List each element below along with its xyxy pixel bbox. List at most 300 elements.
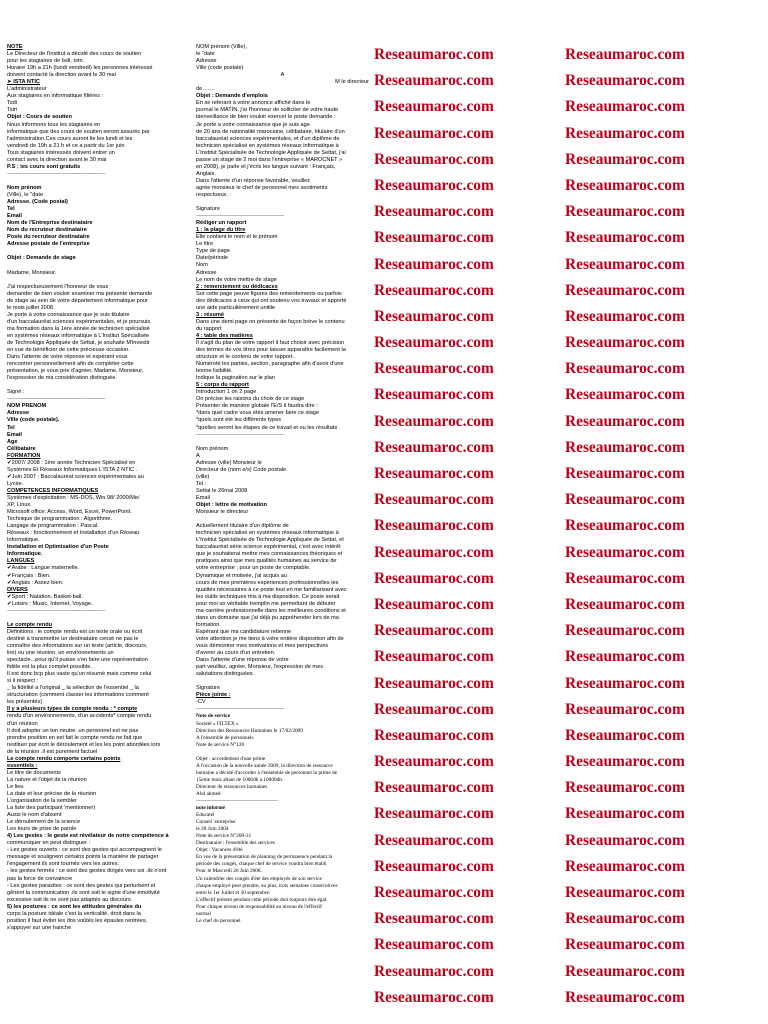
text-line: message et soulignent certains points la manière de partager (7, 854, 159, 861)
text-line: Objet : Demande d'emplois (196, 93, 268, 100)
text-line: Dans l'attente d'un réponse favorable, veuillez (196, 177, 311, 184)
text-line: de Technologie Appliquée de Settat, je souhaite M'investir (7, 339, 150, 346)
text-line: humaine a décidé d'accorder à l'ensemble de personnel la prime de (196, 769, 338, 776)
text-line: ------------------------------------------------------------ (196, 431, 284, 438)
text-line: Informatique. (7, 537, 40, 544)
text-line: Définitions : le compte rendu est un texte orale ou écrit (7, 628, 143, 635)
text-line: d'un réunion (7, 720, 38, 727)
text-line: ------------------------------------------------------------ (196, 706, 284, 713)
text-line: entre le 1er Juillet et 30 septembre. (196, 889, 271, 896)
text-line: ✔Français : Bien. (7, 572, 51, 579)
text-line: COMPETENCES INFORMATIQUES (7, 487, 99, 494)
text-line: En vue de la présentation de planning de permanence pendant la (196, 854, 333, 861)
watermark-text: Reseaumaroc.com (374, 412, 494, 430)
text-line: Objet : accordement d'une prime (196, 755, 266, 762)
text-line: des dédicaces a ceux qui ont soutenu vos travaux et apporté (196, 297, 347, 304)
text-line: Nom prénom (7, 184, 42, 191)
text-line: L'administrateur (7, 86, 47, 93)
text-line: Pièce jointe : (196, 692, 231, 699)
text-line: Madame, Monsieur. (7, 269, 57, 276)
text-line: Objet : Demande de stage (7, 255, 76, 262)
text-line: doivent contacté la direction avant le 30 mai (7, 72, 116, 79)
watermark-text: Reseaumaroc.com (565, 203, 685, 221)
text-line (196, 439, 369, 446)
text-line: Dans l'attente d'une réponse de votre (196, 657, 289, 664)
text-line: destiné à transmettre un destinataire censé ne pas le (7, 635, 139, 642)
text-line: dans un domaine que j'ai déjà pu appréhender lors de ma (196, 614, 339, 621)
text-line: Le compte rendu (7, 621, 53, 628)
text-line: s'appuyer sur une hanche (7, 924, 72, 931)
watermark-text: Reseaumaroc.com (374, 648, 494, 666)
text-line (7, 277, 189, 284)
text-line: Je porte a votre connaissance que je suis age (196, 121, 310, 128)
text-line: en 2008), je parle et j'écris les langue suivant : Français, (196, 163, 336, 170)
text-line: baccalauréat sciences expérimentales, et d'un diplôme de (196, 135, 340, 142)
text-line: structuration (comment classer les informations comment (7, 692, 149, 699)
text-line: Adresse (7, 410, 30, 417)
text-line: pour moi un véritable tremplin me permettant de débuter (196, 600, 336, 607)
text-line: Sur cette page peuve figures des remerdements ou parfois (196, 290, 342, 297)
text-line: *dans quel cadre vous étés amener faire ce stage (196, 410, 320, 417)
text-line: chaque employé peut prendre, au plus, trois semaines consécutives (196, 882, 338, 889)
text-line: Age (7, 438, 18, 445)
text-line: DIVERS (7, 586, 28, 593)
text-line: Ville (code postale) (196, 65, 244, 72)
text-line: Tel : (196, 480, 207, 487)
text-line: pratiques ainsi que mes qualités humaines au service de (196, 558, 337, 565)
watermark-text: Reseaumaroc.com (374, 857, 494, 875)
text-line (196, 678, 369, 685)
text-line: Langage de programmation : Pascal. (7, 523, 99, 530)
text-line: - Les gestes ouverts : ce sont des gestes qui accompagnent le (7, 847, 162, 854)
text-line: Adresse (196, 58, 217, 65)
text-line: FORMATION (7, 452, 41, 459)
watermark-text: Reseaumaroc.com (565, 569, 685, 587)
text-line: bienveillance de bien vouloir exercer le poste demande : (196, 114, 336, 121)
watermark-text: Reseaumaroc.com (565, 962, 685, 980)
text-line: XP, Linux. (7, 502, 32, 509)
text-line: baccalauréat série science expérimental, c'est avec intérêt (196, 544, 341, 551)
text-line: ✔Sport : Natation, Basket-ball. (7, 593, 83, 600)
text-line: de la réunion .il est purement factuel (7, 748, 98, 755)
text-line: _ la fidélité a l'original _ la sélection de l'essentiel _ la (7, 685, 139, 692)
text-line: rencontrer personnellement afin de compléter cette (7, 361, 134, 368)
text-line: Le titre (196, 241, 214, 248)
text-line: ✔Arabe : Langue maternelle. (7, 565, 80, 572)
text-line: L'Institut Spécialisée de Technologie Appliquée de Settat, j'ai (196, 149, 346, 156)
text-line: l'administration.Ces cours auront lie les lundi et les (7, 135, 133, 142)
watermark-text: Reseaumaroc.com (565, 700, 685, 718)
text-line: Direction des Ressources Humaines le 17/02/2009 (196, 727, 303, 734)
text-line: Note de service (196, 713, 231, 720)
text-line: 2 : remerciement ou dédicaces (196, 283, 278, 290)
watermark-column-1 (374, 42, 544, 1024)
watermark-text: Reseaumaroc.com (374, 674, 494, 692)
text-line: 3 : résumé (196, 311, 224, 318)
watermark-text: Reseaumaroc.com (374, 438, 494, 456)
text-line: Destinataire : l'ensemble des services (196, 840, 275, 847)
watermark-text: Reseaumaroc.com (565, 543, 685, 561)
text-line: Adresse (196, 269, 217, 276)
text-line: (Ville), le "date (7, 191, 44, 198)
watermark-text: Reseaumaroc.com (374, 569, 494, 587)
watermark-column-2 (565, 42, 765, 1024)
text-line: Monsieur le directeur (196, 509, 249, 516)
text-line: position il faut éviter les dos voûtés les épaules rentrées, (7, 917, 148, 924)
text-line: Ville (code postale). (7, 417, 60, 424)
watermark-text: Reseaumaroc.com (374, 307, 494, 325)
text-line: A l'ensemble de personnels (196, 734, 254, 741)
watermark-text: Reseaumaroc.com (374, 936, 494, 954)
text-line: d'avenir au cours d'un entretien. (196, 650, 276, 657)
text-line: prendre position en est fait le compte rendu ne fait que (7, 734, 143, 741)
text-line: Technique de programmation : Algorithme. (7, 516, 113, 523)
watermark-text: Reseaumaroc.com (565, 438, 685, 456)
text-line: part veuillez, agréer, Monsieur, l'expression de mes (196, 664, 323, 671)
text-line: Indique la pagination sur le plan (196, 375, 275, 382)
watermark-text: Reseaumaroc.com (565, 150, 685, 168)
text-line: période des congés, chaque chef de service voudra bien établi (196, 861, 327, 868)
text-line: Horaire 19h a 21h (lundi vendredi) les personnes intéressé (7, 65, 153, 72)
text-line: ➤ ISTA NTIC (7, 79, 40, 86)
watermark-text: Reseaumaroc.com (565, 307, 685, 325)
text-line: ma formation dans la 1ère année de technicien spécialisé (7, 325, 150, 332)
text-line: demander de bien vouloir examiner ma présente demande (7, 290, 153, 297)
watermark-text: Reseaumaroc.com (374, 386, 494, 404)
text-line (196, 749, 369, 756)
text-line: restituer par écrit le déroulement et les les point abordées lors (7, 741, 161, 748)
text-line: passe un stage de 2 moi dans l'entreprise « MAROCNET » (196, 156, 343, 163)
text-line: de……. (196, 86, 215, 93)
text-line (7, 382, 189, 389)
text-line: si il respect : (7, 678, 39, 685)
text-line: gênent la communication .ils sont soit le signe d'une émotivité (7, 889, 160, 896)
text-line: que je souhaiterai mettre mes connaissances théoriques et (196, 551, 343, 558)
watermark-text: Reseaumaroc.com (565, 124, 685, 142)
text-line: L'Institut Spécialisée de Technologie Appliquée de Settat, et (196, 537, 344, 544)
text-line: respectueux. (196, 191, 229, 198)
text-line: Email (7, 213, 22, 220)
watermark-text: Reseaumaroc.com (565, 517, 685, 535)
watermark-text: Reseaumaroc.com (565, 360, 685, 378)
text-line: Note de service N°200-31 (196, 833, 252, 840)
watermark-text: Reseaumaroc.com (565, 334, 685, 352)
watermark-text: Reseaumaroc.com (374, 360, 494, 378)
text-line: - les gestes fermés : ce sont des gestes dirigés vers soi .ils n'ont (7, 868, 167, 875)
text-line: ✔Anglais : Assez bien. (7, 579, 64, 586)
text-line: Actuellement titulaire d'un diplôme de (196, 523, 289, 530)
text-line: Objet : lettre de motivation (196, 502, 267, 509)
text-line: du rapport (196, 325, 222, 332)
text-line: informatique que des cours de soutien seront assurés par (7, 128, 150, 135)
text-line: l'engagement ils sont tournés vers les autres. (7, 861, 120, 868)
text-line: de 20 ans de nationalité marocaine, célibataire, titulaire d'un (196, 128, 345, 135)
text-line: Célibataire (7, 445, 36, 452)
text-line: Systèmes Et Réseaux Informatiques L'ISTA 2 NTIC . (7, 466, 138, 473)
watermark-text: Reseaumaroc.com (374, 962, 494, 980)
text-line: Conseil 'entreprise (196, 819, 236, 826)
text-line: lire) ou une réunion, un environnements un (7, 650, 114, 657)
text-line: fidèle est la plus complet possible. (7, 664, 92, 671)
text-line: *quelles seront les étapes de ce travail et ou les résultats (196, 424, 338, 431)
text-line: Signature (196, 206, 220, 213)
text-line: une aide particulièrement unitile (196, 304, 275, 311)
text-line: Tel (7, 206, 15, 213)
text-line: Installation et Optimisation d'un Poste (7, 544, 109, 551)
text-line: ------------------------------------------------------------------- (7, 396, 106, 403)
text-line: - Les gestes parasites : ce sont des gestes qui perturbent et (7, 882, 156, 889)
watermark-text: Reseaumaroc.com (565, 884, 685, 901)
text-line: essentiels : (7, 762, 38, 769)
watermark-text: Reseaumaroc.com (565, 595, 685, 613)
text-line: corps la posture idéale c'est la verticalité, droit dans la (7, 910, 141, 917)
text-line (196, 199, 369, 206)
text-line: Un calendrier des congés d'été des employés de son service (196, 875, 322, 882)
text-line: Lycée. (7, 480, 24, 487)
text-line: l'expression de ma considération distinguée. (7, 375, 117, 382)
text-line: Microsoft office: Access, Word, Excel, PowerPoint. (7, 509, 132, 516)
text-line: Introduction 1 on 2 page (196, 389, 257, 396)
watermark-text: Reseaumaroc.com (565, 412, 685, 430)
text-line: votre attention je me tiens à votre entière disposition afin de (196, 635, 344, 642)
text-line: L'organisation de la sembler (7, 798, 77, 805)
text-line: 15eme mois allant de 1000dh à 10000dh. (196, 776, 284, 783)
watermark-text: Reseaumaroc.com (565, 98, 685, 116)
watermark-text: Reseaumaroc.com (374, 884, 494, 901)
text-line: Settat le 26mai 2008 (196, 487, 248, 494)
text-line: Objet : Vacances d'été (196, 847, 243, 854)
text-line: La liste des participant 'mentionner) (7, 805, 96, 812)
text-line: d'un baccalauréat sciences expérimentales, et je poursuis (7, 318, 151, 325)
text-line: ------------------------------------------------------------------- (7, 170, 106, 177)
watermark-text: Reseaumaroc.com (374, 281, 494, 299)
text-line: A (196, 452, 200, 459)
text-line: Tel (7, 424, 15, 431)
text-line: A l'occasion de la nouvelle année 2009, la direction de ressource (196, 762, 333, 769)
watermark-text: Reseaumaroc.com (374, 491, 494, 509)
text-line: Le nom de votre mettre de stage (196, 276, 277, 283)
text-line: Elle contient le nom et le prénom (196, 234, 278, 241)
watermark-text: Reseaumaroc.com (374, 517, 494, 535)
text-line: présentation, je vous prie d'agréer, Madame, Monsieur, (7, 368, 144, 375)
watermark-text: Reseaumaroc.com (374, 72, 494, 90)
watermark-text: Reseaumaroc.com (374, 910, 494, 928)
text-line: *quels sont été les différents types (196, 417, 282, 424)
text-line (7, 178, 189, 185)
watermark-text: Reseaumaroc.com (374, 176, 494, 194)
watermark-text: Reseaumaroc.com (374, 229, 494, 247)
text-line: (ville) (196, 473, 210, 480)
text-line: ✔2007/ 2008 : 1ère année Technicien Spécialisé en (7, 459, 136, 466)
text-line: normal (196, 910, 212, 917)
text-line: Adresse postale de l'entreprise (7, 241, 90, 248)
text-line: Directeur de (nom e/s) Code postale (196, 466, 287, 473)
watermark-text: Reseaumaroc.com (565, 72, 685, 90)
watermark-text: Reseaumaroc.com (565, 936, 685, 954)
text-line: ✔Juin 2007 : Baccalauréat sciences expérimentales au (7, 473, 144, 480)
text-line: spectacle...pour qu'il puisse s'en faire une représentation (7, 657, 148, 664)
text-line: en vue de bénéficier de cette précieuse occasion. (7, 347, 130, 354)
text-line: En se referant à votre annonce affiché dans le (196, 100, 311, 107)
text-line (7, 262, 189, 269)
watermark-text: Reseaumaroc.com (565, 281, 685, 299)
text-line (7, 615, 189, 622)
watermark-text: Reseaumaroc.com (374, 255, 494, 273)
text-line: contact avec la direction avant le 30 mai (7, 156, 107, 163)
text-line: Dans une demi page on présente de façon brève le contenu (196, 318, 345, 325)
text-line: Présenter de manière globale l'E/S il faudra dire : (196, 403, 318, 410)
text-line: technicien spécialisé en systèmes réseaux informatique à (196, 142, 339, 149)
text-line: Email (196, 495, 210, 501)
text-line: Email (7, 431, 22, 438)
text-line: La nature et l'objet de la réunion (7, 776, 87, 783)
text-line: -------------------------------------------------------- (196, 798, 278, 805)
text-line: Signé : (7, 389, 25, 396)
watermark-text: Reseaumaroc.com (374, 98, 494, 116)
text-line: Objet : Cours de soutien (7, 114, 72, 121)
text-line: votre entreprise ; pour un poste de comptable. (196, 565, 311, 572)
text-line: cours de mes premières expériences professionnelles les (196, 579, 339, 586)
text-line: Dans l'attente de votre réponse et espérant vous (7, 354, 128, 361)
text-line: journal le MATIN, j'ai l'honneur de solliciter de votre haute (196, 107, 339, 114)
watermark-text: Reseaumaroc.com (565, 674, 685, 692)
text-line: vous démontrer mes motivations et mes perspectives (196, 642, 329, 649)
watermark-text: Reseaumaroc.com (565, 386, 685, 404)
text-line: Numéroté les parties, section, paragraphe afin d'avoir d'une (196, 361, 344, 368)
watermark-text: Reseaumaroc.com (374, 543, 494, 561)
text-line: NOM PRENOM (7, 403, 47, 410)
watermark-text: Reseaumaroc.com (565, 648, 685, 666)
text-line: Le chef du personnel (196, 917, 241, 924)
text-line: bonne lisibilité. (196, 368, 233, 375)
watermark-text: Reseaumaroc.com (565, 910, 685, 928)
text-line: Adresse. (Code postal) (7, 199, 68, 206)
text-line: communiquer en peut distinguer : (7, 840, 91, 847)
watermark-text: Reseaumaroc.com (374, 46, 494, 63)
watermark-text: Reseaumaroc.com (565, 176, 685, 194)
text-line: A (280, 72, 285, 79)
text-line: Date/période (196, 255, 229, 262)
text-line: La date et leur précise de la réunion (7, 790, 97, 797)
text-line: qualités nécessaires à ce poste tout en me familiarisant avec (196, 586, 347, 593)
document-column-middle (196, 44, 369, 1022)
watermark-text: Reseaumaroc.com (374, 334, 494, 352)
text-line: de stage au sein de votre département informatique pour (7, 297, 148, 304)
watermark-text: Reseaumaroc.com (565, 46, 685, 63)
watermark-text: Reseaumaroc.com (374, 831, 494, 849)
watermark-text: Reseaumaroc.com (374, 805, 494, 823)
watermark-text: Reseaumaroc.com (565, 255, 685, 273)
text-line: On précise les raisons du choix de ce stage (196, 396, 305, 403)
text-line: Aux stagiaires en informatique filières : (7, 93, 104, 100)
watermark-text: Reseaumaroc.com (374, 622, 494, 640)
text-line: Il doit adopter un ton neutre. un personnel est ne pas (7, 727, 139, 734)
watermark-text: Reseaumaroc.com (374, 988, 494, 1006)
text-line: Il est donc bcp plus vaste qu'un résumé mais comme celui (7, 671, 152, 678)
text-line: ma carrière professionnelle dans les meilleures conditions et (196, 607, 346, 614)
text-line: Aussi le nom d'absent (7, 812, 62, 819)
watermark-text: Reseaumaroc.com (565, 465, 685, 482)
text-line (196, 516, 369, 523)
text-line: 5 : corps du rapport (196, 382, 249, 389)
watermark-text: Reseaumaroc.com (565, 229, 685, 247)
text-line: M le directeur (335, 79, 369, 86)
text-line: formation. (196, 621, 221, 628)
text-line: note informé (196, 805, 225, 812)
text-line: Réseaux : fonctionnement et Installation d'un Réseau (7, 530, 140, 537)
text-line: Pour le Marcredi 26 Juin 2008. (196, 868, 262, 875)
text-line: le "date (196, 51, 215, 58)
text-line: Systèmes d'exploitation : MS-DOS, Win 98/ 2000/Me/ (7, 495, 140, 501)
text-line: pour les stagiaires de tsdi, tstri. (7, 58, 85, 65)
text-line: Nous informons tous les stagiaires en (7, 121, 101, 128)
text-line: ✔Loisirs : Music, Internet, Voyage. (7, 600, 93, 607)
text-line: LANGUES (7, 558, 35, 565)
watermark-text: Reseaumaroc.com (374, 465, 494, 482)
text-line: les outils techniques mis à ma disposition. Ce poste serait (196, 593, 340, 600)
text-line: structure et le contenu de votre rapport. (196, 354, 294, 361)
watermark-text: Reseaumaroc.com (565, 622, 685, 640)
watermark-text: Reseaumaroc.com (374, 124, 494, 142)
text-line: Signature (196, 685, 220, 692)
text-line: Le compte rendu comporte certains points (7, 755, 121, 762)
watermark-text: Reseaumaroc.com (374, 595, 494, 613)
text-line: Note de service N°120 (196, 741, 245, 748)
text-line: Tstri (7, 107, 18, 114)
watermark-text: Reseaumaroc.com (565, 726, 685, 744)
watermark-text: Reseaumaroc.com (374, 700, 494, 718)
text-line: rendu d'un environnements, d'un accidents* compte rendu (7, 713, 152, 720)
watermark-text: Reseaumaroc.com (374, 203, 494, 221)
text-line: Nom du recruteur destinataire (7, 227, 87, 234)
text-line: P.S ; les cours sont gratuits (7, 163, 81, 170)
text-line: le 20 Juin 2004 (196, 826, 229, 833)
text-line: 4) Les gestes : le geste est révélateur de notre compétence à (7, 833, 169, 840)
text-line: L'effectif présent pendant cette période doit toujours être égal. (196, 896, 328, 903)
text-line: en systèmes réseaux informatique à L'Institut Spécialisée (7, 332, 150, 339)
text-line: 4 : table des matières (196, 332, 253, 339)
text-line: Nom de l'Entreprise destinataire (7, 220, 93, 227)
watermark-text: Reseaumaroc.com (374, 753, 494, 771)
document-column-left (7, 44, 189, 1022)
text-line: Pour chaque niveau de responsabilité au niveau de l'effectif (196, 903, 322, 910)
text-line: Adresse (ville) Monsieur le (196, 459, 262, 466)
text-line: 1 : la plage du titre (196, 227, 246, 234)
text-line: NOTE (7, 44, 23, 50)
text-line: Rédiger un rapport (196, 220, 247, 227)
text-line: ------------------------------------------------------------ (196, 213, 284, 220)
watermark-text: Reseaumaroc.com (565, 805, 685, 823)
text-line: ------------------------------------------------------------------- (7, 607, 106, 614)
text-line: Dynamique et motivée, j'ai acquis au (196, 572, 287, 579)
text-line: Educatel (196, 812, 215, 819)
text-line: NOM prénom (Ville), (196, 44, 247, 50)
text-line: les présentés) (7, 699, 43, 706)
text-line: Le Directeur de l'institut a décidé des cours de soutien (7, 51, 142, 58)
text-line: agrée monsieur le chef de personnel mes sentiments (196, 184, 328, 191)
text-line: technicien spécialisé en systèmes réseaux informatique à (196, 530, 339, 537)
text-line: Anglais. (196, 170, 216, 177)
text-line: Directeur de ressources humaines (196, 783, 268, 790)
watermark-text: Reseaumaroc.com (374, 150, 494, 168)
text-line: Nom (196, 262, 208, 269)
text-line (7, 248, 189, 255)
text-line: Le lieu (7, 783, 24, 790)
text-line: Poste du recruteur destinataire (7, 234, 90, 241)
watermark-text: Reseaumaroc.com (565, 831, 685, 849)
text-line: le mois juillet 2008. (7, 304, 55, 311)
text-line: excessive soit ils ne sont pas adaptés au discours (7, 896, 131, 903)
